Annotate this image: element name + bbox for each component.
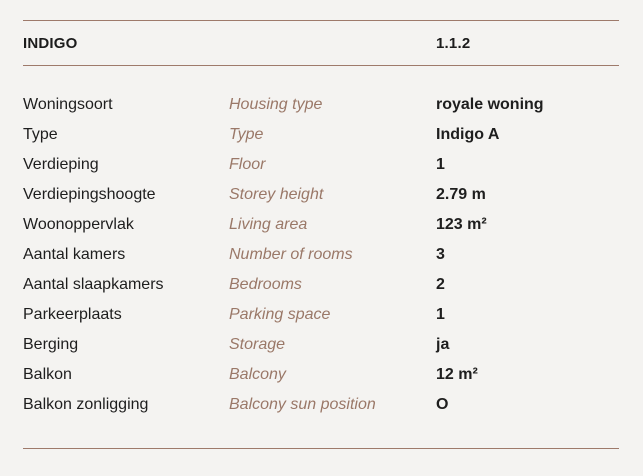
english-label: Parking space [229,306,331,323]
spec-value: 1 [436,156,445,173]
english-label: Balcony [229,366,286,383]
spec-row-storage [23,330,619,360]
spec-row-parking-space [23,300,619,330]
dutch-label: Aantal kamers [23,246,126,263]
header-divider [23,65,619,66]
spec-row-bedrooms [23,270,619,300]
dutch-label: Woonoppervlak [23,216,134,233]
english-label: Storey height [229,186,324,203]
spec-value: 1 [436,306,445,323]
english-label: Housing type [229,96,323,113]
spec-value: Indigo A [436,126,500,143]
dutch-label: Verdieping [23,156,99,173]
spec-row-type [23,120,619,150]
english-label: Balcony sun position [229,396,376,413]
spec-row-balcony [23,360,619,390]
dutch-label: Balkon zonligging [23,396,149,413]
unit-code: 1.1.2 [436,35,471,52]
dutch-label: Balkon [23,366,72,383]
spec-row-living-area [23,210,619,240]
spec-value: 123 m² [436,216,487,233]
dutch-label: Type [23,126,58,143]
spec-value: 2 [436,276,445,293]
spec-value: ja [436,336,450,353]
english-label: Storage [229,336,286,353]
spec-value: 3 [436,246,445,263]
dutch-label: Parkeerplaats [23,306,122,323]
english-label: Number of rooms [229,246,353,263]
top-divider [23,20,619,21]
spec-row-housing-type [23,90,619,120]
english-label: Floor [229,156,266,173]
dutch-label: Berging [23,336,79,353]
specification-table [23,90,619,420]
english-label: Bedrooms [229,276,302,293]
spec-row-number-of-rooms [23,240,619,270]
spec-value: royale woning [436,96,544,113]
bottom-divider [23,448,619,449]
english-label: Type [229,126,264,143]
dutch-label: Woningsoort [23,96,113,113]
spec-value: 12 m² [436,366,478,383]
spec-row-balcony-sun-position [23,390,619,420]
unit-name: INDIGO [23,35,78,52]
spec-value: 2.79 m [436,186,486,203]
dutch-label: Verdiepingshoogte [23,186,156,203]
spec-row-storey-height [23,180,619,210]
english-label: Living area [229,216,308,233]
spec-value: O [436,396,449,413]
dutch-label: Aantal slaapkamers [23,276,164,293]
spec-row-floor [23,150,619,180]
